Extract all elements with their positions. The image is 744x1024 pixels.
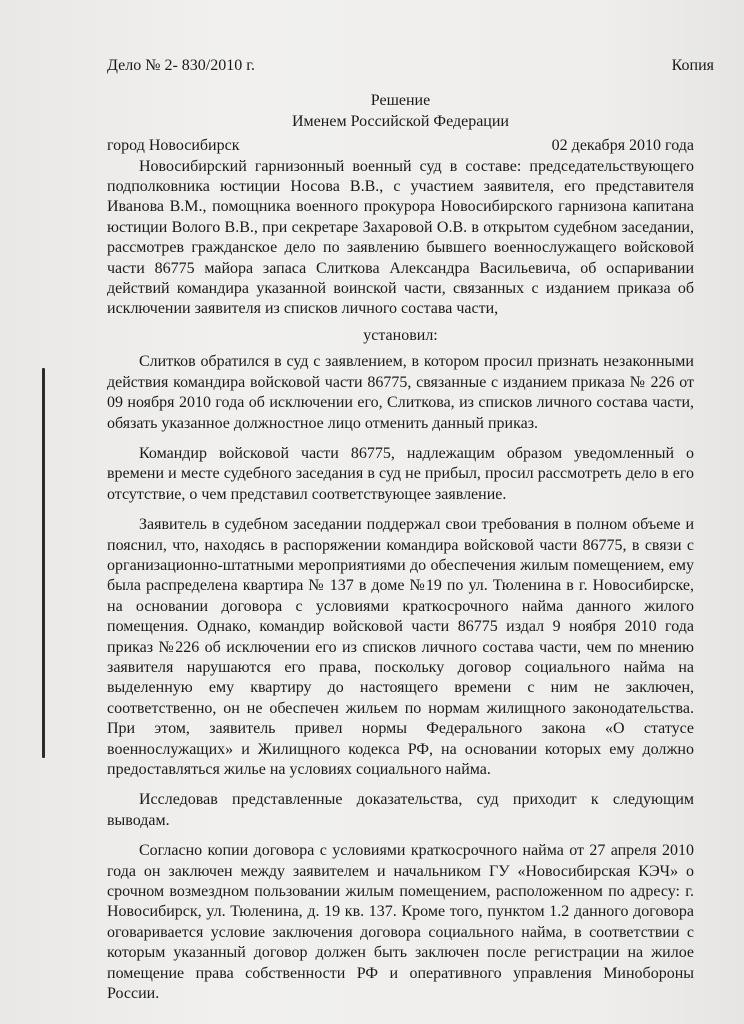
- document-body: [107, 0, 714, 1024]
- header-row: [107, 56, 714, 76]
- case-number: Дело № 2- 830/2010 г.: [107, 57, 255, 74]
- established-label: установил:: [363, 326, 438, 344]
- city: город Новосибирск: [107, 137, 240, 155]
- in-name-of-heading: Именем Российской Федерации: [292, 112, 509, 130]
- paragraph-contract: Согласно копии договора с условиями краткосрочного найма от 27 апреля 2010 года он заключен между заявителем и начальником ГУ «Новосибирская КЭЧ» о срочном возмездном пользовании жилым помещением, расположенном по адресу: г. Новосибирск, ул. Тюленина, д. 19 кв. 137. Кроме того, пунктом 1.2 данного договора оговаривается условие заключения договора социального найма, в соответствии с которым указанный договор должен быть заключен после регистрации на жилое помещение права собственности РФ и оперативного управления Минобороны России.: [107, 842, 694, 1003]
- margin-pen-mark: [42, 368, 45, 758]
- paragraph-claim: Слитков обратился в суд с заявлением, в котором просил признать незаконными действия командира войсковой части 86775, связанные с изданием приказа № 226 от 09 ноября 2010 года об исключении его, Слиткова, из списков личного состава части, обязать указанное должностное лицо отменить данный приказ.: [107, 353, 694, 432]
- place-date-row: [107, 136, 694, 156]
- paragraph-commander-absence: Командир войсковой части 86775, надлежащим образом уведомленный о времени и месте судебного заседания в суд не прибыл, просил рассмотреть дело в его отсутствие, о чем представил соответствующее заявление.: [107, 444, 694, 503]
- decision-title: Решение: [370, 92, 431, 110]
- decision-date: 02 декабря 2010 года: [551, 137, 694, 155]
- paragraph-evidence: Исследовав представленные доказательства, суд приходит к следующим выводам.: [107, 791, 694, 829]
- copy-label: Копия: [671, 57, 714, 74]
- paragraph-applicant-explanation: Заявитель в судебном заседании поддержал свои требования в полном объеме и пояснил, что, находясь в распоряжении командира войсковой части 86775, в связи с организационно-штатными мероприятиями до обеспечения жилым помещением, ему была распределена квартира № 137 в доме №19 по ул. Тюленина в г. Новосибирске, на основании договора с условиями краткосрочного найма данного жилого помещения. Однако, командир войсковой части 86775 издал 9 ноября 2010 года приказ №226 об исключении его из списков личного состава части, чем по мнению заявителя нарушаются его права, поскольку договор социального найма на выделенную ему квартиру до настоящего времени с ним не заключен, соответственно, он не обеспечен жильем по нормам жилищного законодательства. При этом, заявитель привел нормы Федерального закона «О статусе военнослужащих» и Жилищного кодекса РФ, на основании которых ему должно предоставляться жилье на условиях социального найма.: [107, 516, 694, 778]
- paragraph-court-composition: Новосибирский гарнизонный военный суд в составе: председательствующего подполковника юстиции Носова В.В., с участием заявителя, его представителя Иванова В.М., помощника военного прокурора Новосибирского гарнизона капитана юстиции Волого В.В., при секретаре Захаровой О.В. в открытом судебном заседании, рассмотрев гражданское дело по заявлению бывшего военнослужащего войсковой части 86775 майора запаса Слиткова Александра Васильевича, об оспаривании действий командира указанной воинской части, связанных с изданием приказа об исключении заявителя из списков личного состава части,: [107, 157, 694, 318]
